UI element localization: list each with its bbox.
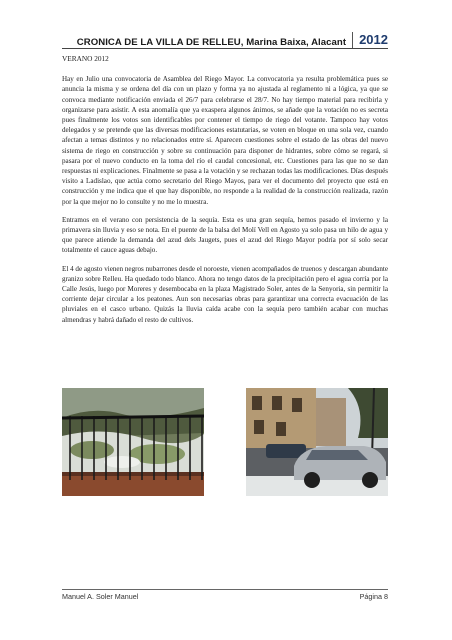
page-header bbox=[62, 26, 388, 48]
page-footer bbox=[62, 592, 388, 601]
section-title: VERANO 2012 bbox=[62, 54, 109, 63]
photo-row bbox=[62, 388, 388, 496]
article-body bbox=[62, 54, 388, 333]
paragraph-asamblea: Hay en Julio una convocatoria de Asamblea del Riego Mayor. La convocatoria ya resulta problemática pues se anuncia la misma y se ordena del día con un plazo y forma ya no ajustada al reglamento ni a lógica, ya que se convoca mediante notificación enviada el 26/7 para celebrarse el 28/7. No hay tiempo material para recibirla y organizarse para asistir. A esta anomalía que ya exaspera algunos ánimos, se añade que la votación no es secreta pues finalmente los votos son identificables por contener el tiempo de riego del votante. Tampoco hay votos delegados y se pretende que las diversas modificaciones estatutarias, se voten en bloque en una sola vez, cuando afectan a temas distintos y no relacionados entre sí. Aparecen cuestiones sobre el estado de las obras del nuevo sistema de riego en construcción y sobre su continuación para disponer de hidrantes, sobre cómo se regará, si pasara por el nuevo conducto en la toma del río el caudal concesional, etc. Cuestiones para las que no se dan respuestas ni explicaciones. Finalmente se pasa a la votación y se rechazan todas las modificaciones. Días después visito a Ladislao, que actúa como secretario del Riego Mayos, para ver el documento del proyecto que está en construcción y me indica que el que hay disponible, no responde a la realidad de la construcción realizada, razón por la que mejor no lo consulte y no me lo muestra. bbox=[62, 75, 388, 206]
header-year: 2012 bbox=[352, 32, 388, 48]
paragraph-granizo: El 4 de agosto vienen negros nubarrones desde el noroeste, vienen acompañados de truenos y descargan abundante granizo sobre Relleu. Ha quedado todo blanco. Ahora no tengo datos de la precipitación pero el agua corría por la Calle Jesús, luego por Moreres y desembocaba en la plaza Magistrado Soler, antes de la Senyoria, sin permitir la corriente dejar circular a los peatones. Aun son necesarias obras para garantizar una correcta evacuación de las pluviales en el casco urbano. Quizás la lluvia caída acabe con la sequía pero también acabar con muchas almendras y habrá dañado el resto de cultivos. bbox=[62, 264, 388, 324]
header-divider bbox=[62, 48, 388, 49]
footer-author: Manuel A. Soler Manuel bbox=[62, 592, 139, 601]
paragraph-sequia: Entramos en el verano con persistencia de la sequía. Esta es una gran sequía, hemos pasado el invierno y la primavera sin lluvia y eso se nota. En el puente de la balsa del Molí Vell en Agosto ya solo pasa un hilo de agua y que parece atiende la demanda del azud dels Jaugets, pues el azud del Riego Mayor podría por sí solo secar totalmente el cauce aguas debajo. bbox=[62, 215, 388, 255]
header-title: CRONICA DE LA VILLA DE RELLEU, Marina Baixa, Alacant bbox=[76, 37, 347, 48]
footer-page-number: Página 8 bbox=[359, 592, 388, 601]
hail-garden-photo bbox=[62, 388, 204, 496]
footer-divider bbox=[62, 589, 388, 590]
hail-street-cars-photo bbox=[246, 388, 388, 496]
